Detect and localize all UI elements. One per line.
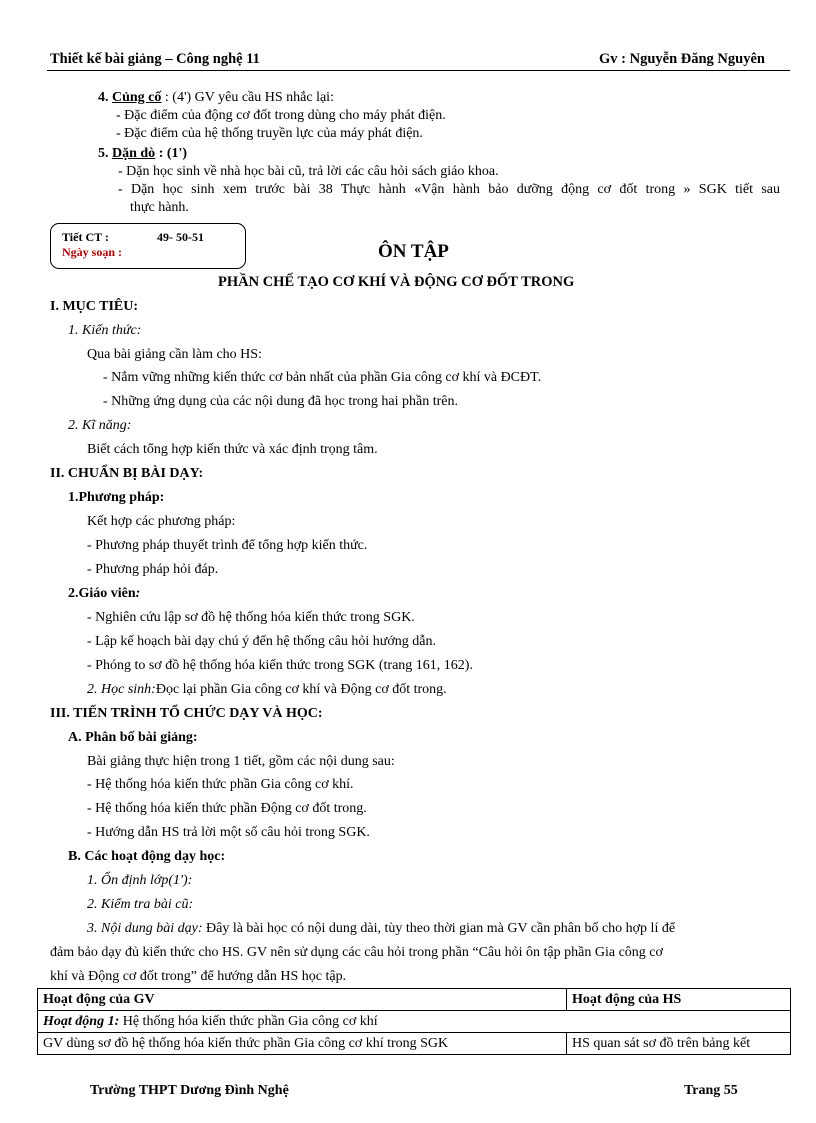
dando-num: 5. (98, 146, 109, 161)
body-text: Biết cách tổng hợp kiến thức và xác định trọng tâm. (87, 442, 378, 457)
list-item: - Hệ thống hóa kiến thức phần Động cơ đốt trong. (87, 801, 367, 816)
subheading-text: 2.Giáo viên (68, 586, 136, 601)
section-heading: II. CHUẨN BỊ BÀI DẠY: (50, 466, 204, 481)
content-label: 3. Nội dung bài dạy: (87, 921, 203, 936)
activity-1-text: Hệ thống hóa kiến thức phần Gia công cơ khí (119, 1014, 378, 1029)
list-item: - Phóng to sơ đồ hệ thống hóa kiến thức trong SGK (trang 161, 162). (87, 658, 473, 673)
section-heading: I. MỤC TIÊU: (50, 299, 139, 314)
header-left: Thiết kế bài giảng – Công nghệ 11 (50, 51, 260, 67)
student-prep (87, 681, 447, 699)
list-item: - Nghiên cứu lập sơ đồ hệ thống hóa kiến thức trong SGK. (87, 610, 415, 625)
body-text: Qua bài giảng cần làm cho HS: (87, 347, 262, 362)
table-header-hs: Hoạt động của HS (567, 989, 791, 1011)
footer-left: Trường THPT Dương Đình Nghệ (90, 1083, 289, 1098)
dando-item: - Dặn học sinh về nhà học bài cũ, trả lời các câu hỏi sách giáo khoa. (118, 164, 499, 179)
section-heading: III. TIẾN TRÌNH TỔ CHỨC DẠY VÀ HỌC: (50, 706, 323, 721)
body-text: Kết hợp các phương pháp: (87, 514, 236, 529)
subheading (68, 585, 140, 603)
cungco-item: - Đặc điểm của động cơ đốt trong dùng cho máy phát điện. (116, 108, 446, 123)
student-prep-label: 2. Học sinh: (87, 682, 156, 697)
table-row (38, 1011, 791, 1033)
subheading: 2. Kiểm tra bài cũ: (87, 897, 194, 912)
activity-1-label: Hoạt động 1: (43, 1014, 120, 1029)
dando-line (98, 145, 187, 163)
page-title: ÔN TẬP (378, 241, 449, 262)
activity-table (37, 988, 791, 1055)
table-header-row (38, 989, 791, 1011)
page-subtitle: PHẦN CHẾ TẠO CƠ KHÍ VÀ ĐỘNG CƠ ĐỐT TRONG (218, 274, 575, 290)
content-text: Đây là bài học có nội dung dài, tùy theo thời gian mà GV cần phân bố cho hợp lí để (206, 921, 676, 936)
table-cell-gv: GV dùng sơ đồ hệ thống hóa kiến thức phần Gia công cơ khí trong SGK (38, 1033, 567, 1055)
list-item: - Lập kế hoạch bài dạy chú ý đến hệ thống câu hỏi hướng dẫn. (87, 634, 436, 649)
list-item: - Nắm vững những kiến thức cơ bản nhất của phần Gia công cơ khí và ĐCĐT. (103, 370, 542, 385)
cungco-rest: : (4') GV yêu cầu HS nhắc lại: (164, 90, 334, 105)
tiet-label: Tiết CT : (62, 230, 109, 244)
dando-label: Dặn dò (112, 146, 156, 161)
cungco-line (98, 89, 334, 107)
cungco-num: 4. (98, 90, 109, 105)
header-rule (47, 70, 790, 71)
tiet-value: 49- 50-51 (157, 230, 204, 244)
header-right: Gv : Nguyễn Đăng Nguyên (599, 51, 765, 67)
subheading: 1. Ổn định lớp(1'): (87, 873, 193, 888)
subheading: 2. Kĩ năng: (68, 418, 132, 433)
subheading: 1. Kiến thức: (68, 323, 142, 338)
table-header-gv: Hoạt động của GV (38, 989, 567, 1011)
footer-right: Trang 55 (684, 1083, 738, 1098)
dando-rest: : (1') (158, 146, 188, 161)
list-item: - Những ứng dụng của các nội dung đã học trong hai phần trên. (103, 394, 458, 409)
activity-1-cell (38, 1011, 791, 1033)
subheading: 1.Phương pháp: (68, 490, 165, 505)
dando-item: thực hành. (130, 200, 189, 215)
cungco-item: - Đặc điểm của hệ thống truyền lực của máy phát điện. (116, 126, 423, 141)
subheading-colon: : (135, 586, 141, 601)
content-line: khí và Động cơ đốt trong” để hướng dẫn HS học tập. (50, 969, 347, 984)
table-cell-hs: HS quan sát sơ đồ trên bảng kết (567, 1033, 791, 1055)
subheading: A. Phân bố bài giảng: (68, 730, 198, 745)
cungco-label: Củng cố (112, 90, 162, 105)
dando-item: - Dặn học sinh xem trước bài 38 Thực hành «Vận hành bảo dưỡng động cơ đốt trong » SGK tiết sau (118, 182, 780, 197)
subheading: B. Các hoạt động dạy học: (68, 849, 226, 864)
student-prep-text: Đọc lại phần Gia công cơ khí và Động cơ đốt trong. (155, 682, 447, 697)
content-line: đảm bảo dạy đủ kiến thức cho HS. GV nên sử dụng các câu hỏi trong phần “Câu hỏi ôn tập phần Gia công cơ (50, 945, 663, 960)
list-item: - Hệ thống hóa kiến thức phần Gia công cơ khí. (87, 777, 354, 792)
content-line (87, 920, 790, 938)
body-text: Bài giảng thực hiện trong 1 tiết, gồm các nội dung sau: (87, 754, 395, 769)
list-item: - Phương pháp hỏi đáp. (87, 562, 219, 577)
table-row (38, 1033, 791, 1055)
ngay-soan-label: Ngày soạn : (62, 245, 123, 259)
list-item: - Hướng dẫn HS trả lời một số câu hỏi trong SGK. (87, 825, 370, 840)
list-item: - Phương pháp thuyết trình để tổng hợp kiến thức. (87, 538, 368, 553)
